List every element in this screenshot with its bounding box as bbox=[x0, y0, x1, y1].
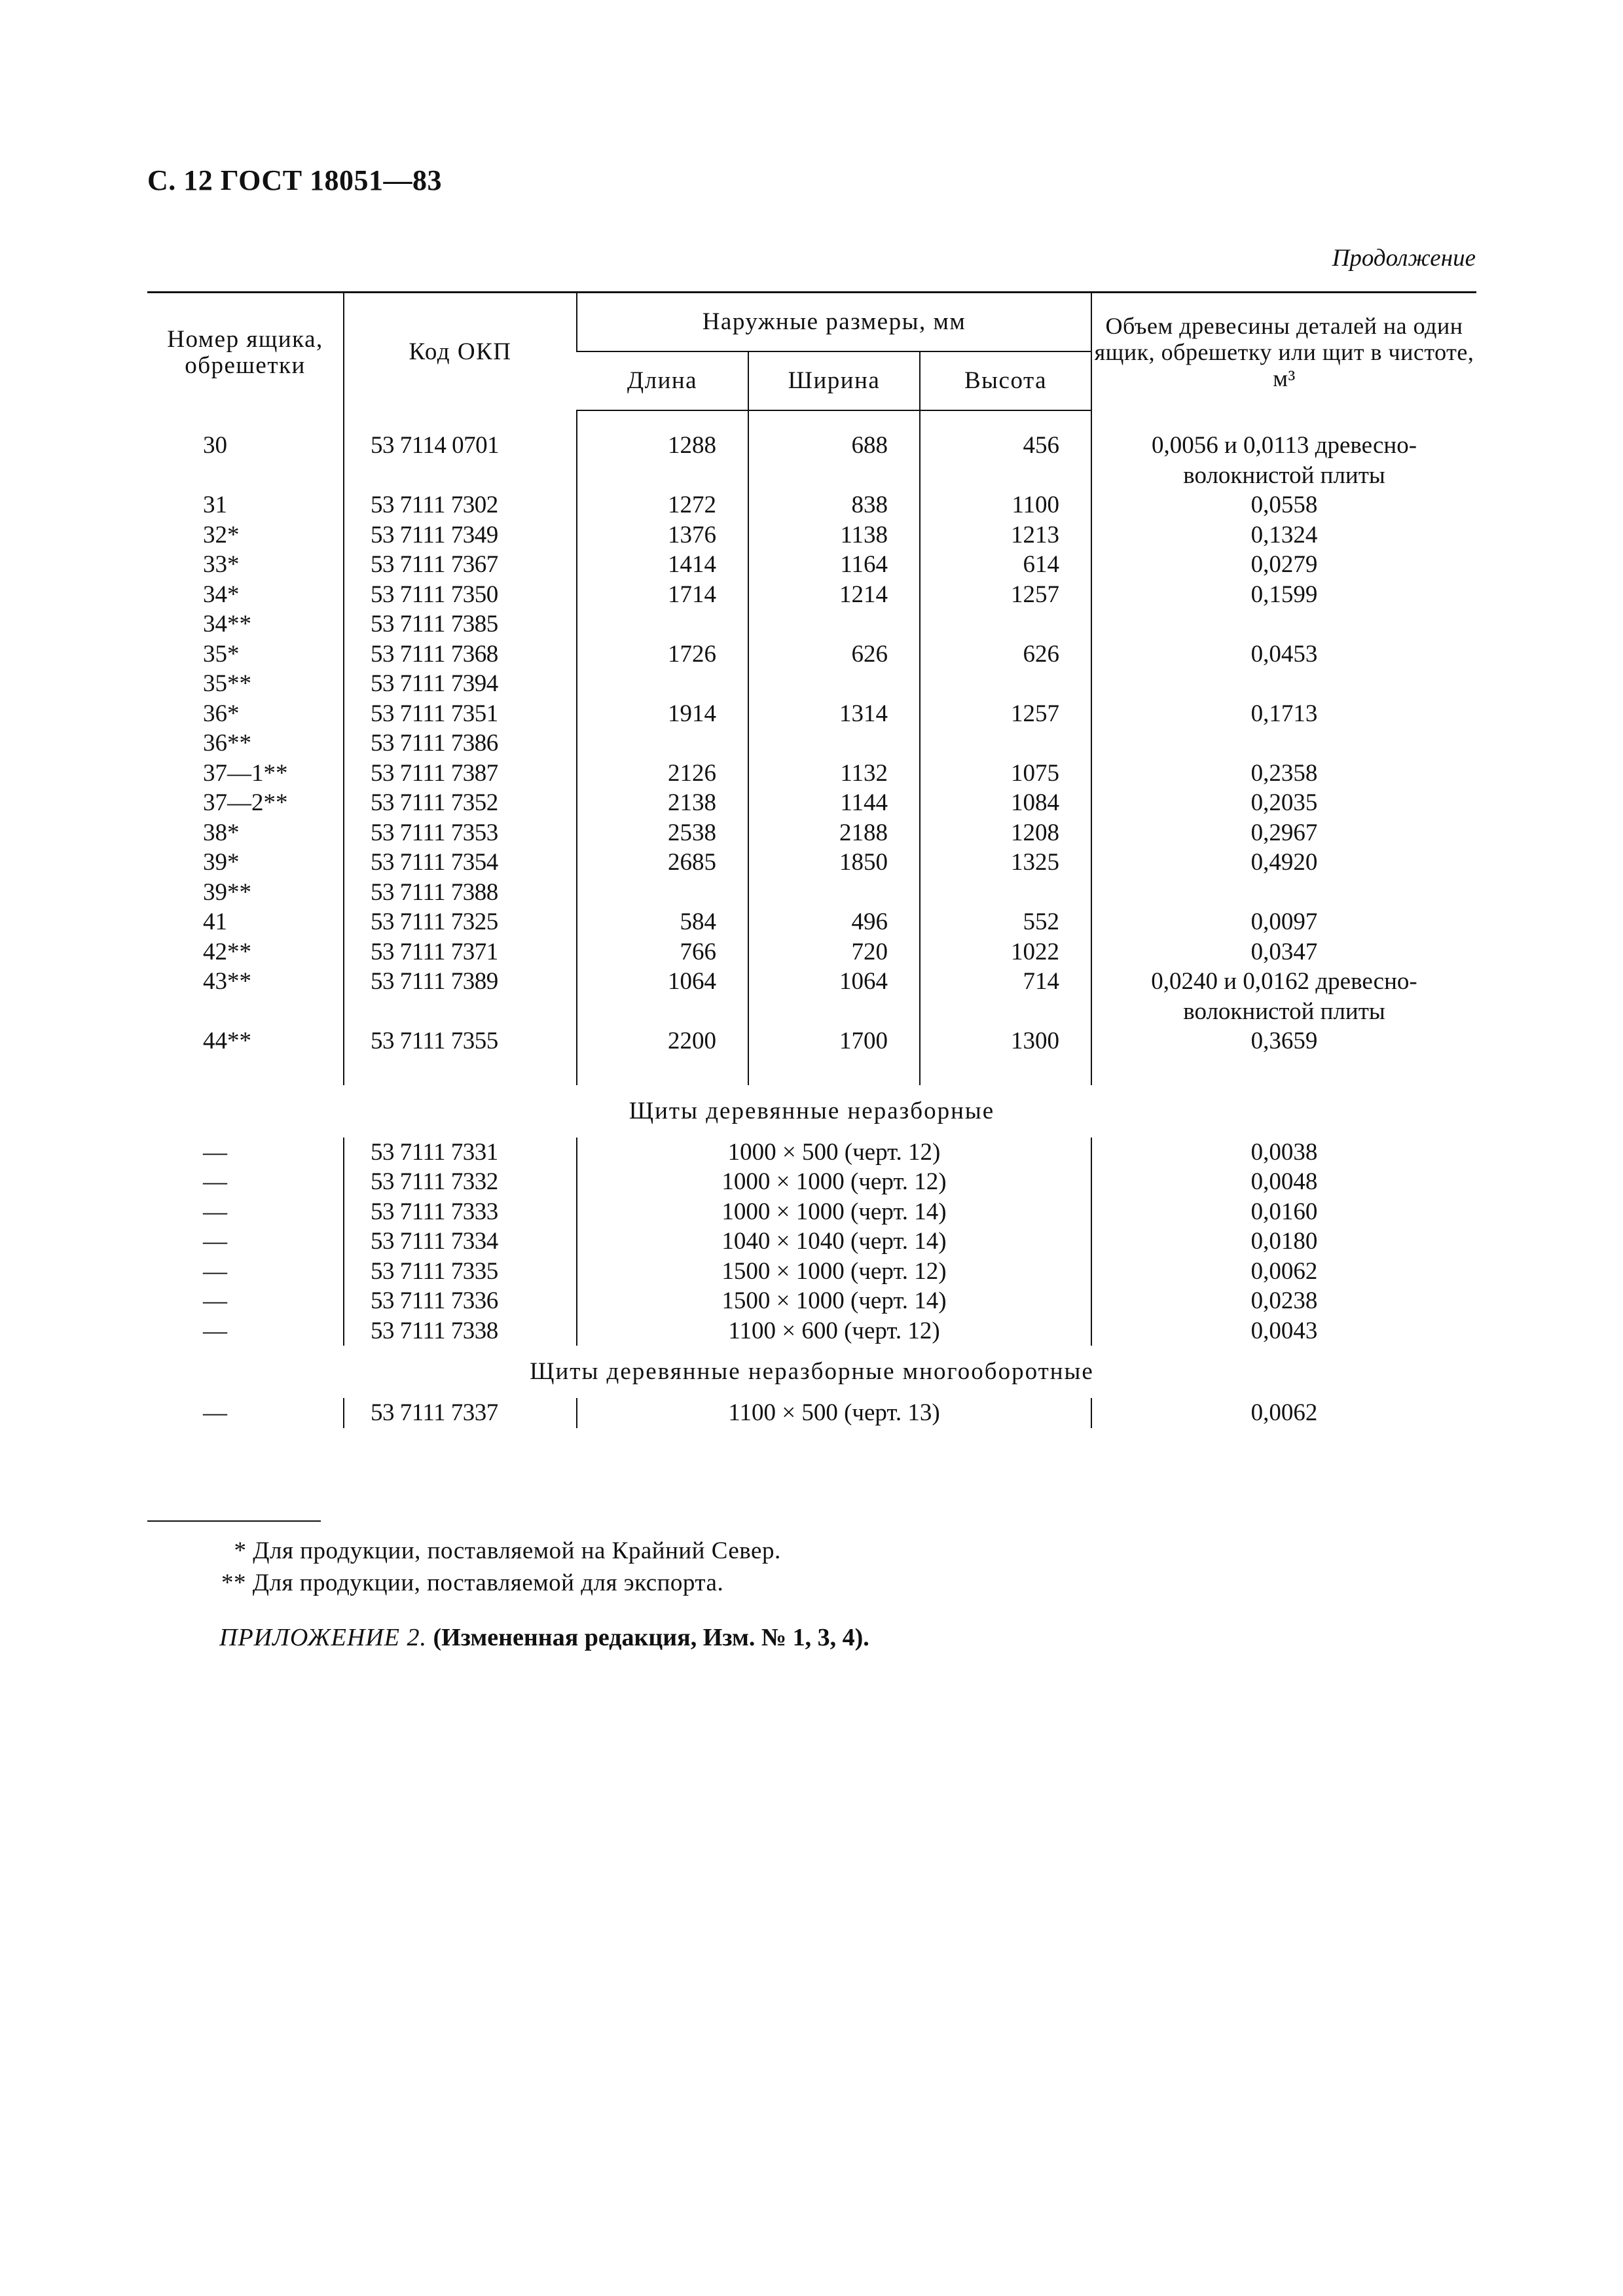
width-value: 1700 bbox=[748, 1026, 920, 1056]
continuation-label: Продолжение bbox=[1332, 245, 1476, 272]
table-body bbox=[147, 410, 1476, 1428]
volume-value: 0,0238 bbox=[1091, 1286, 1476, 1316]
width-value bbox=[748, 609, 920, 639]
volume-value: 0,0240 и 0,0162 древесно- bbox=[1091, 967, 1476, 997]
okp-code: 53 7111 7351 bbox=[344, 699, 577, 729]
box-number: 44** bbox=[203, 1028, 251, 1054]
table-row bbox=[147, 1026, 1476, 1056]
width-value: 626 bbox=[748, 639, 920, 670]
box-number: 34* bbox=[203, 581, 240, 608]
table-row bbox=[147, 580, 1476, 610]
width-value: 1314 bbox=[748, 699, 920, 729]
column-header-length: Длина bbox=[577, 351, 748, 410]
table-row bbox=[147, 669, 1476, 699]
okp-code: 53 7111 7338 bbox=[344, 1316, 577, 1346]
footnote-export: ** Для продукции, поставляемой для экспорта. bbox=[221, 1570, 724, 1596]
column-header-number: Номер ящика, обрешетки bbox=[147, 293, 344, 411]
okp-code: 53 7111 7355 bbox=[344, 1026, 577, 1056]
height-value: 552 bbox=[920, 907, 1091, 937]
empty-cell bbox=[344, 461, 577, 491]
okp-code: 53 7114 0701 bbox=[344, 431, 577, 461]
okp-code: 53 7111 7367 bbox=[344, 550, 577, 580]
okp-code: 53 7111 7331 bbox=[344, 1138, 577, 1168]
height-value: 1257 bbox=[920, 699, 1091, 729]
height-value: 1075 bbox=[920, 759, 1091, 789]
panel-size: 1000 × 500 (черт. 12) bbox=[577, 1138, 1091, 1168]
height-value: 1208 bbox=[920, 818, 1091, 848]
box-number: 36** bbox=[203, 730, 251, 757]
box-number: 43** bbox=[203, 968, 251, 995]
box-number: 30 bbox=[203, 432, 227, 459]
table-row bbox=[147, 609, 1476, 639]
panel-size: 1500 × 1000 (черт. 12) bbox=[577, 1257, 1091, 1287]
table-row bbox=[147, 728, 1476, 759]
height-value: 1022 bbox=[920, 937, 1091, 967]
length-value: 2200 bbox=[577, 1026, 748, 1056]
panel-size: 1500 × 1000 (черт. 14) bbox=[577, 1286, 1091, 1316]
width-value: 1164 bbox=[748, 550, 920, 580]
box-number: 33* bbox=[203, 551, 240, 578]
table-row bbox=[147, 1197, 1476, 1227]
width-value: 720 bbox=[748, 937, 920, 967]
okp-code: 53 7111 7387 bbox=[344, 759, 577, 789]
box-number: 42** bbox=[203, 938, 251, 965]
height-value: 1213 bbox=[920, 520, 1091, 550]
height-value bbox=[920, 728, 1091, 759]
empty-cell bbox=[748, 461, 920, 491]
length-value: 1714 bbox=[577, 580, 748, 610]
okp-code: 53 7111 7354 bbox=[344, 848, 577, 878]
volume-value: 0,0043 bbox=[1091, 1316, 1476, 1346]
empty-cell bbox=[577, 461, 748, 491]
length-value: 1414 bbox=[577, 550, 748, 580]
length-value: 1726 bbox=[577, 639, 748, 670]
box-number: 36* bbox=[203, 700, 240, 727]
table-row bbox=[147, 1167, 1476, 1197]
length-value: 1272 bbox=[577, 490, 748, 520]
table-row bbox=[147, 1398, 1476, 1428]
table-row bbox=[147, 937, 1476, 967]
empty-cell bbox=[920, 461, 1091, 491]
okp-code: 53 7111 7335 bbox=[344, 1257, 577, 1287]
volume-note: волокнистой плиты bbox=[1091, 461, 1476, 491]
box-number: — bbox=[203, 1317, 227, 1344]
length-value: 2538 bbox=[577, 818, 748, 848]
table-row bbox=[147, 878, 1476, 908]
volume-value: 0,0279 bbox=[1091, 550, 1476, 580]
appendix-label: ПРИЛОЖЕНИЕ 2. bbox=[219, 1624, 427, 1651]
footnote-north: * Для продукции, поставляемой на Крайний Север. bbox=[221, 1537, 781, 1564]
empty-cell bbox=[147, 461, 344, 491]
volume-value: 0,0056 и 0,0113 древесно- bbox=[1091, 431, 1476, 461]
volume-value: 0,0062 bbox=[1091, 1257, 1476, 1287]
box-number: 35** bbox=[203, 670, 251, 697]
box-number: 34** bbox=[203, 611, 251, 637]
table-row bbox=[147, 1257, 1476, 1287]
box-number: — bbox=[203, 1138, 227, 1166]
okp-code: 53 7111 7336 bbox=[344, 1286, 577, 1316]
length-value: 2685 bbox=[577, 848, 748, 878]
height-value: 1257 bbox=[920, 580, 1091, 610]
volume-value: 0,0038 bbox=[1091, 1138, 1476, 1168]
panel-size: 1100 × 600 (черт. 12) bbox=[577, 1316, 1091, 1346]
table-row bbox=[147, 818, 1476, 848]
column-header-volume: Объем древесины деталей на один ящик, обрешетку или щит в чистоте, м³ bbox=[1091, 293, 1476, 411]
box-number: 41 bbox=[203, 908, 227, 935]
box-number: — bbox=[203, 1168, 227, 1195]
volume-value: 0,2358 bbox=[1091, 759, 1476, 789]
okp-code: 53 7111 7337 bbox=[344, 1398, 577, 1428]
panel-size: 1100 × 500 (черт. 13) bbox=[577, 1398, 1091, 1428]
width-value: 496 bbox=[748, 907, 920, 937]
table-row bbox=[147, 520, 1476, 550]
section-title: Щиты деревянные неразборные bbox=[629, 1097, 995, 1124]
volume-value: 0,2967 bbox=[1091, 818, 1476, 848]
okp-code: 53 7111 7332 bbox=[344, 1167, 577, 1197]
table-row bbox=[147, 907, 1476, 937]
box-number: 31 bbox=[203, 492, 227, 518]
empty-cell bbox=[920, 997, 1091, 1027]
width-value: 688 bbox=[748, 431, 920, 461]
volume-value: 0,0160 bbox=[1091, 1197, 1476, 1227]
box-number: 32* bbox=[203, 521, 240, 548]
panel-size: 1000 × 1000 (черт. 14) bbox=[577, 1197, 1091, 1227]
volume-value: 0,1599 bbox=[1091, 580, 1476, 610]
box-number: — bbox=[203, 1287, 227, 1314]
table-row bbox=[147, 967, 1476, 997]
width-value: 1850 bbox=[748, 848, 920, 878]
box-number: 39* bbox=[203, 849, 240, 876]
width-value: 838 bbox=[748, 490, 920, 520]
empty-cell bbox=[748, 997, 920, 1027]
table-row bbox=[147, 1138, 1476, 1168]
volume-value bbox=[1091, 878, 1476, 908]
okp-code: 53 7111 7333 bbox=[344, 1197, 577, 1227]
okp-code: 53 7111 7385 bbox=[344, 609, 577, 639]
height-value bbox=[920, 669, 1091, 699]
width-value: 1132 bbox=[748, 759, 920, 789]
table-row bbox=[147, 431, 1476, 461]
width-value: 2188 bbox=[748, 818, 920, 848]
empty-cell bbox=[577, 997, 748, 1027]
table-row-continuation bbox=[147, 461, 1476, 491]
column-header-width: Ширина bbox=[748, 351, 920, 410]
table-row bbox=[147, 848, 1476, 878]
okp-code: 53 7111 7349 bbox=[344, 520, 577, 550]
volume-value: 0,0048 bbox=[1091, 1167, 1476, 1197]
panel-size: 1000 × 1000 (черт. 12) bbox=[577, 1167, 1091, 1197]
table-row bbox=[147, 759, 1476, 789]
length-value: 584 bbox=[577, 907, 748, 937]
length-value: 766 bbox=[577, 937, 748, 967]
volume-value: 0,0453 bbox=[1091, 639, 1476, 670]
volume-value: 0,0062 bbox=[1091, 1398, 1476, 1428]
table-row bbox=[147, 1316, 1476, 1346]
okp-code: 53 7111 7352 bbox=[344, 788, 577, 818]
box-number: 35* bbox=[203, 640, 240, 668]
height-value bbox=[920, 878, 1091, 908]
height-value: 626 bbox=[920, 639, 1091, 670]
height-value: 1300 bbox=[920, 1026, 1091, 1056]
volume-value bbox=[1091, 728, 1476, 759]
okp-code: 53 7111 7350 bbox=[344, 580, 577, 610]
volume-value: 0,3659 bbox=[1091, 1026, 1476, 1056]
okp-code: 53 7111 7368 bbox=[344, 639, 577, 670]
width-value: 1138 bbox=[748, 520, 920, 550]
width-value: 1144 bbox=[748, 788, 920, 818]
page-header: С. 12 ГОСТ 18051—83 bbox=[147, 164, 443, 196]
length-value: 2126 bbox=[577, 759, 748, 789]
box-number: 37—2** bbox=[203, 789, 288, 816]
volume-value: 0,0180 bbox=[1091, 1227, 1476, 1257]
volume-value: 0,0558 bbox=[1091, 490, 1476, 520]
height-value: 614 bbox=[920, 550, 1091, 580]
height-value: 1084 bbox=[920, 788, 1091, 818]
okp-code: 53 7111 7389 bbox=[344, 967, 577, 997]
width-value bbox=[748, 669, 920, 699]
box-number: — bbox=[203, 1198, 227, 1225]
volume-note: волокнистой плиты bbox=[1091, 997, 1476, 1027]
volume-value: 0,0347 bbox=[1091, 937, 1476, 967]
empty-cell bbox=[344, 997, 577, 1027]
amendment-note: (Измененная редакция, Изм. № 1, 3, 4). bbox=[433, 1624, 869, 1651]
length-value bbox=[577, 669, 748, 699]
box-number: — bbox=[203, 1257, 227, 1285]
height-value: 456 bbox=[920, 431, 1091, 461]
length-value: 1376 bbox=[577, 520, 748, 550]
box-specifications-table bbox=[147, 291, 1476, 1428]
volume-value bbox=[1091, 609, 1476, 639]
length-value bbox=[577, 609, 748, 639]
box-number: — bbox=[203, 1399, 227, 1426]
volume-value: 0,2035 bbox=[1091, 788, 1476, 818]
okp-code: 53 7111 7394 bbox=[344, 669, 577, 699]
okp-code: 53 7111 7353 bbox=[344, 818, 577, 848]
height-value bbox=[920, 609, 1091, 639]
length-value bbox=[577, 878, 748, 908]
length-value: 2138 bbox=[577, 788, 748, 818]
column-header-code: Код ОКП bbox=[344, 293, 577, 411]
volume-value: 0,4920 bbox=[1091, 848, 1476, 878]
volume-value bbox=[1091, 669, 1476, 699]
okp-code: 53 7111 7388 bbox=[344, 878, 577, 908]
table-row bbox=[147, 490, 1476, 520]
okp-code: 53 7111 7302 bbox=[344, 490, 577, 520]
width-value bbox=[748, 728, 920, 759]
box-number: — bbox=[203, 1228, 227, 1255]
section-title: Щиты деревянные неразборные многооборотные bbox=[530, 1358, 1094, 1386]
length-value: 1914 bbox=[577, 699, 748, 729]
table-row bbox=[147, 639, 1476, 670]
empty-cell bbox=[147, 997, 344, 1027]
column-header-sizes: Наружные размеры, мм bbox=[577, 293, 1091, 352]
table-row bbox=[147, 788, 1476, 818]
width-value bbox=[748, 878, 920, 908]
height-value: 1325 bbox=[920, 848, 1091, 878]
length-value: 1064 bbox=[577, 967, 748, 997]
volume-value: 0,0097 bbox=[1091, 907, 1476, 937]
footnote-divider bbox=[147, 1520, 321, 1522]
box-number: 37—1** bbox=[203, 759, 288, 787]
volume-value: 0,1713 bbox=[1091, 699, 1476, 729]
okp-code: 53 7111 7334 bbox=[344, 1227, 577, 1257]
column-header-height: Высота bbox=[920, 351, 1091, 410]
length-value: 1288 bbox=[577, 431, 748, 461]
height-value: 1100 bbox=[920, 490, 1091, 520]
okp-code: 53 7111 7371 bbox=[344, 937, 577, 967]
table-row-continuation bbox=[147, 997, 1476, 1027]
appendix-note bbox=[219, 1623, 869, 1652]
table-row bbox=[147, 1227, 1476, 1257]
width-value: 1214 bbox=[748, 580, 920, 610]
panel-size: 1040 × 1040 (черт. 14) bbox=[577, 1227, 1091, 1257]
box-number: 39** bbox=[203, 878, 251, 906]
length-value bbox=[577, 728, 748, 759]
table-row bbox=[147, 1286, 1476, 1316]
footnotes bbox=[221, 1535, 781, 1599]
table-row bbox=[147, 699, 1476, 729]
okp-code: 53 7111 7325 bbox=[344, 907, 577, 937]
volume-value: 0,1324 bbox=[1091, 520, 1476, 550]
table-row bbox=[147, 550, 1476, 580]
width-value: 1064 bbox=[748, 967, 920, 997]
okp-code: 53 7111 7386 bbox=[344, 728, 577, 759]
height-value: 714 bbox=[920, 967, 1091, 997]
box-number: 38* bbox=[203, 819, 240, 846]
